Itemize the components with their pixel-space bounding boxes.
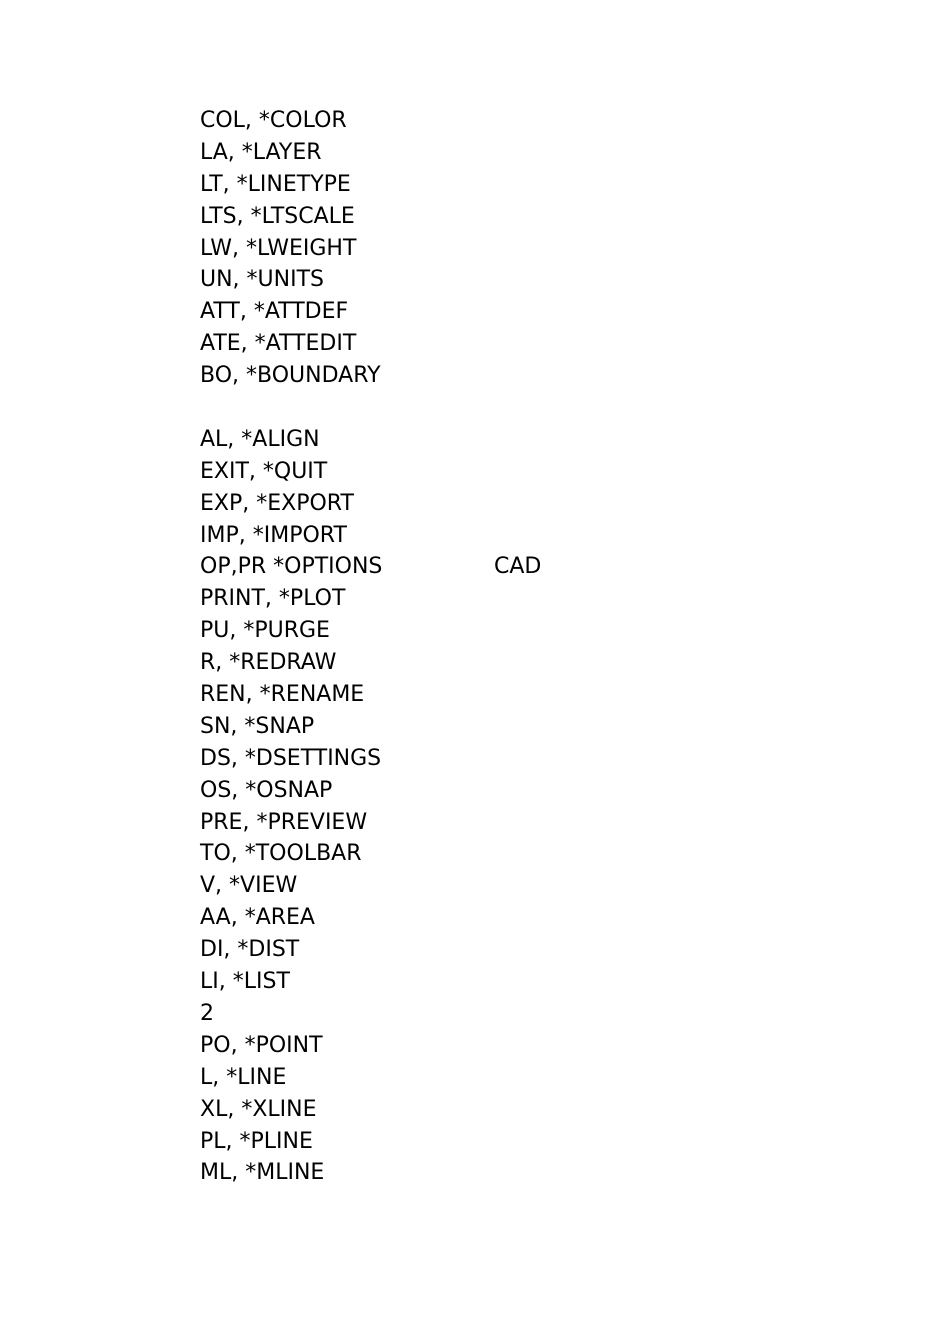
alias-line-lts: LTS, *LTSCALE bbox=[200, 203, 355, 229]
alias-line-lw: LW, *LWEIGHT bbox=[200, 235, 357, 261]
alias-line-op-pr-text: OP,PR *OPTIONS bbox=[200, 554, 383, 580]
alias-line-col: COL, *COLOR bbox=[200, 108, 347, 133]
command-alias-list bbox=[200, 105, 800, 1189]
alias-line-exit: EXIT, *QUIT bbox=[200, 458, 328, 484]
alias-line-to: TO, *TOOLBAR bbox=[200, 841, 362, 867]
alias-line-sn: SN, *SNAP bbox=[200, 713, 315, 739]
alias-line-pre: PRE, *PREVIEW bbox=[200, 809, 368, 835]
alias-line-li: LI, *LIST bbox=[200, 969, 290, 995]
section-number: 2 bbox=[200, 1000, 214, 1026]
alias-line-ds: DS, *DSETTINGS bbox=[200, 745, 382, 771]
alias-line-ate: ATE, *ATTEDIT bbox=[200, 331, 357, 357]
alias-line-r: R, *REDRAW bbox=[200, 650, 337, 676]
alias-line-pu: PU, *PURGE bbox=[200, 618, 330, 644]
alias-line-exp: EXP, *EXPORT bbox=[200, 490, 354, 516]
alias-line-aa: AA, *AREA bbox=[200, 905, 315, 931]
alias-line-imp: IMP, *IMPORT bbox=[200, 522, 347, 548]
alias-line-la: LA, *LAYER bbox=[200, 139, 322, 165]
alias-line-lt: LT, *LINETYPE bbox=[200, 171, 351, 197]
alias-line-di: DI, *DIST bbox=[200, 937, 300, 963]
alias-line-print: PRINT, *PLOT bbox=[200, 586, 346, 612]
alias-line-pl: PL, *PLINE bbox=[200, 1128, 313, 1154]
alias-line-v: V, *VIEW bbox=[200, 873, 298, 899]
options-note: CAD bbox=[494, 554, 542, 580]
alias-line-al: AL, *ALIGN bbox=[200, 426, 320, 452]
alias-line-os: OS, *OSNAP bbox=[200, 777, 333, 803]
alias-line-ren: REN, *RENAME bbox=[200, 682, 365, 708]
alias-line-un: UN, *UNITS bbox=[200, 267, 324, 293]
alias-line-xl: XL, *XLINE bbox=[200, 1096, 317, 1122]
alias-line-op-pr bbox=[200, 551, 800, 583]
alias-line-ml: ML, *MLINE bbox=[200, 1160, 325, 1186]
blank-line bbox=[200, 392, 800, 424]
alias-line-bo: BO, *BOUNDARY bbox=[200, 363, 381, 389]
alias-line-att: ATT, *ATTDEF bbox=[200, 299, 349, 325]
alias-line-l: L, *LINE bbox=[200, 1064, 287, 1090]
alias-line-po: PO, *POINT bbox=[200, 1032, 323, 1058]
